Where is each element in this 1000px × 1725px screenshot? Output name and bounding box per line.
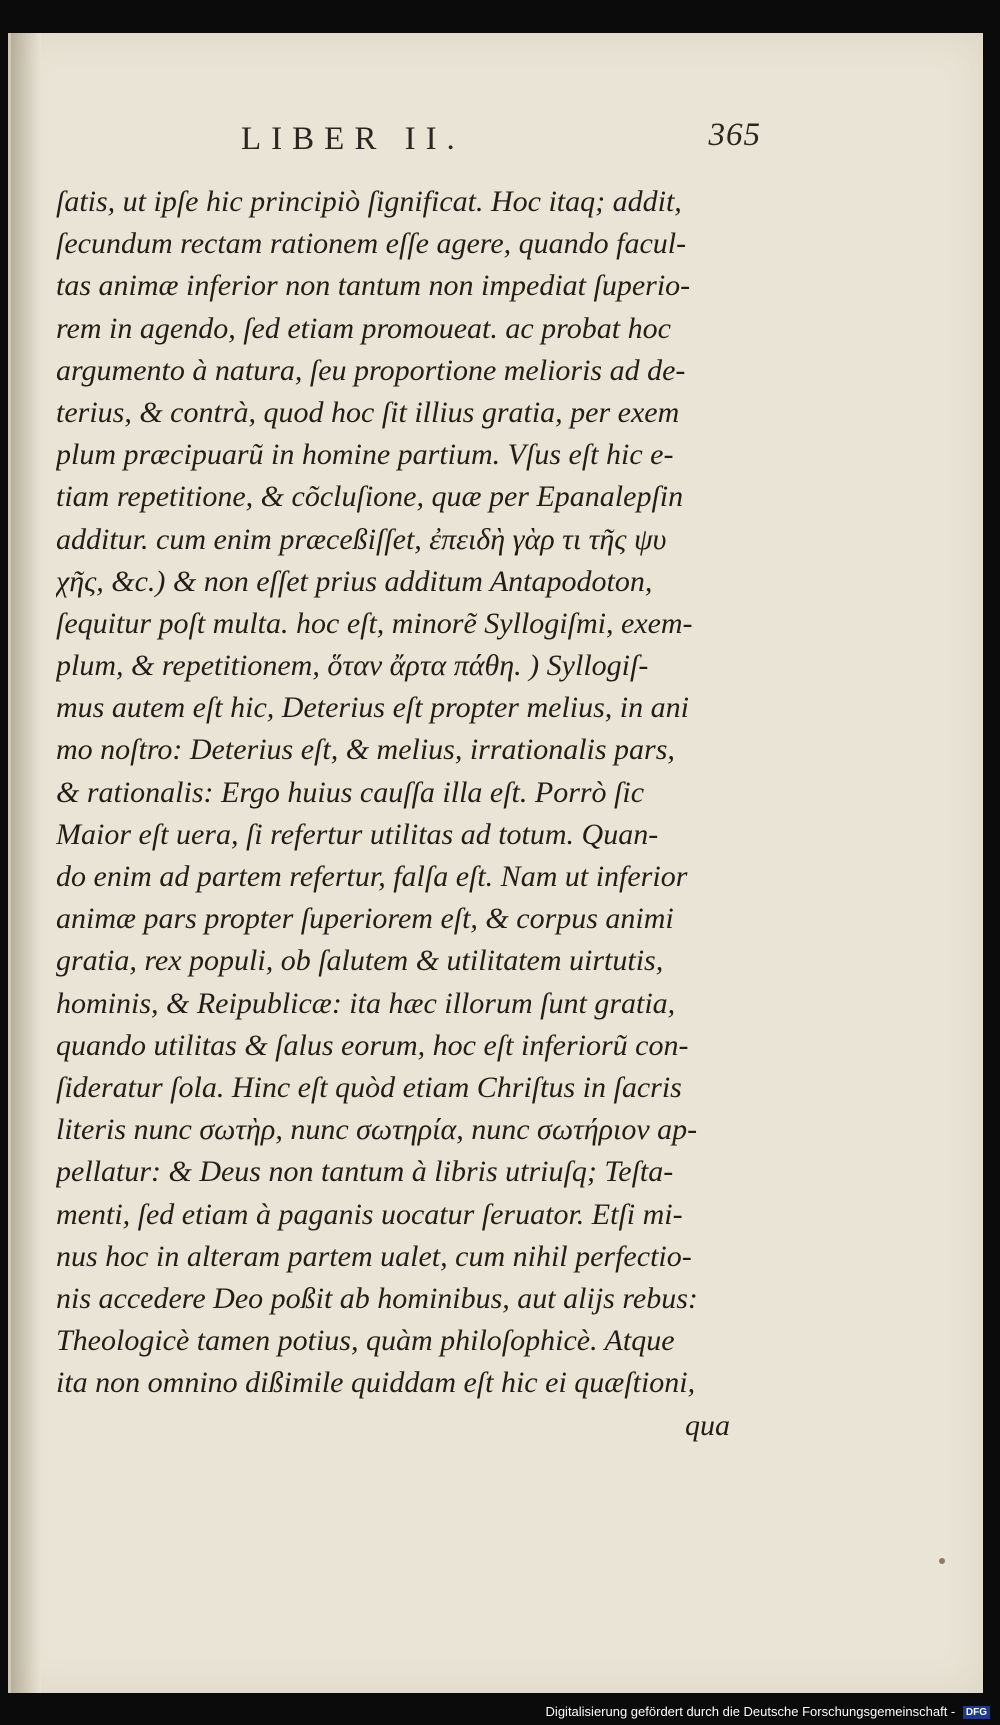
text-line: hominis, & Reipublicæ: ita hæc illorum ſunt gratia, [56, 986, 676, 1020]
text-line: gratia, rex populi, ob ſalutem & utilitatem uirtutis, [56, 944, 664, 978]
book-page [8, 33, 983, 1693]
text-line: ita non omnino dißimile quiddam eſt hic ei quæſtioni, [56, 1366, 696, 1400]
text-line: rem in agendo, ſed etiam promoueat. ac probat hoc [56, 311, 671, 345]
text-line: menti, ſed etiam à paganis uocatur ſeruator. Etſi mi- [56, 1197, 683, 1231]
text-line: nus hoc in alteram partem ualet, cum nihil perfectio- [56, 1239, 692, 1273]
text-line: terius, & contrà, quod hoc ſit illius gratia, per exem [56, 395, 680, 429]
text-line: Maior eſt uera, ſi refertur utilitas ad totum. Quan- [56, 817, 659, 851]
text-line: mus autem eſt hic, Deterius eſt propter melius, in ani [56, 691, 689, 725]
text-line: quando utilitas & ſalus eorum, hoc eſt inferiorũ con- [56, 1028, 689, 1062]
text-line: nis accedere Deo poßit ab hominibus, aut aliјs rebus: [56, 1281, 698, 1315]
text-line: pellatur: & Deus non tantum à libris utriuſq; Teſta- [56, 1155, 674, 1189]
text-line: Theologicè tamen potius, quàm philoſophicè. Atque [56, 1324, 675, 1358]
text-line: tiam repetitione, & cõcluſione, quæ per Epanalepſin [56, 480, 684, 514]
footer-text: Digitalisierung gefördert durch die Deutsche Forschungsgemeinschaft - [545, 1704, 956, 1719]
body-text [56, 181, 746, 1404]
text-line: ſideratur ſola. Hinc eſt quòd etiam Chriſtus in ſacris [56, 1070, 682, 1104]
text-line: ſecundum rectam rationem eſſe agere, quando facul- [56, 227, 687, 261]
text-line: ſatis, ut ipſe hic principiò ſignificat. Hoc itaq; addit, [56, 185, 682, 218]
page-number: 365 [708, 117, 761, 153]
paper-speck [939, 1558, 945, 1564]
text-line: & rationalis: Ergo huius cauſſa illa eſt. Porrò ſic [56, 775, 645, 809]
text-line: plum præcipuarũ in homine partium. Vſus eſt hic e- [56, 438, 674, 472]
text-line: additur. cum enim præceßiſſet, ἐπειδὴ γὰρ τι τῆς ψυ [56, 522, 667, 556]
text-line: argumento à natura, ſeu proportione melioris ad de- [56, 353, 686, 387]
digitization-footer [546, 1704, 990, 1719]
text-line: mo noſtro: Deterius eſt, & melius, irrationalis pars, [56, 733, 675, 767]
text-line: χῆς, &c.) & non eſſet prius additum Antapodoton, [56, 564, 653, 598]
text-line: do enim ad partem refertur, falſa eſt. Nam ut inferior [56, 860, 688, 893]
text-line: tas animæ inferior non tantum non impediat ſuperio- [56, 269, 691, 303]
text-line: ſequitur poſt multa. hoc eſt, minorẽ Syllogiſmi, exem- [56, 606, 693, 640]
running-head-title: LIBER II. [241, 121, 465, 157]
page-gutter [11, 33, 41, 1693]
dfg-logo-icon: DFG [963, 1706, 990, 1719]
running-head [241, 117, 761, 158]
text-line: literis nunc σωτὴρ, nunc σωτηρία, nunc σωτήριον ap- [56, 1113, 698, 1147]
text-line: plum, & repetitionem, ὅταν ἄρτα πάθη. ) Syllogiſ- [56, 649, 649, 683]
catchword: qua [685, 1409, 730, 1442]
text-line: animæ pars propter ſuperiorem eſt, & corpus animi [56, 902, 674, 936]
